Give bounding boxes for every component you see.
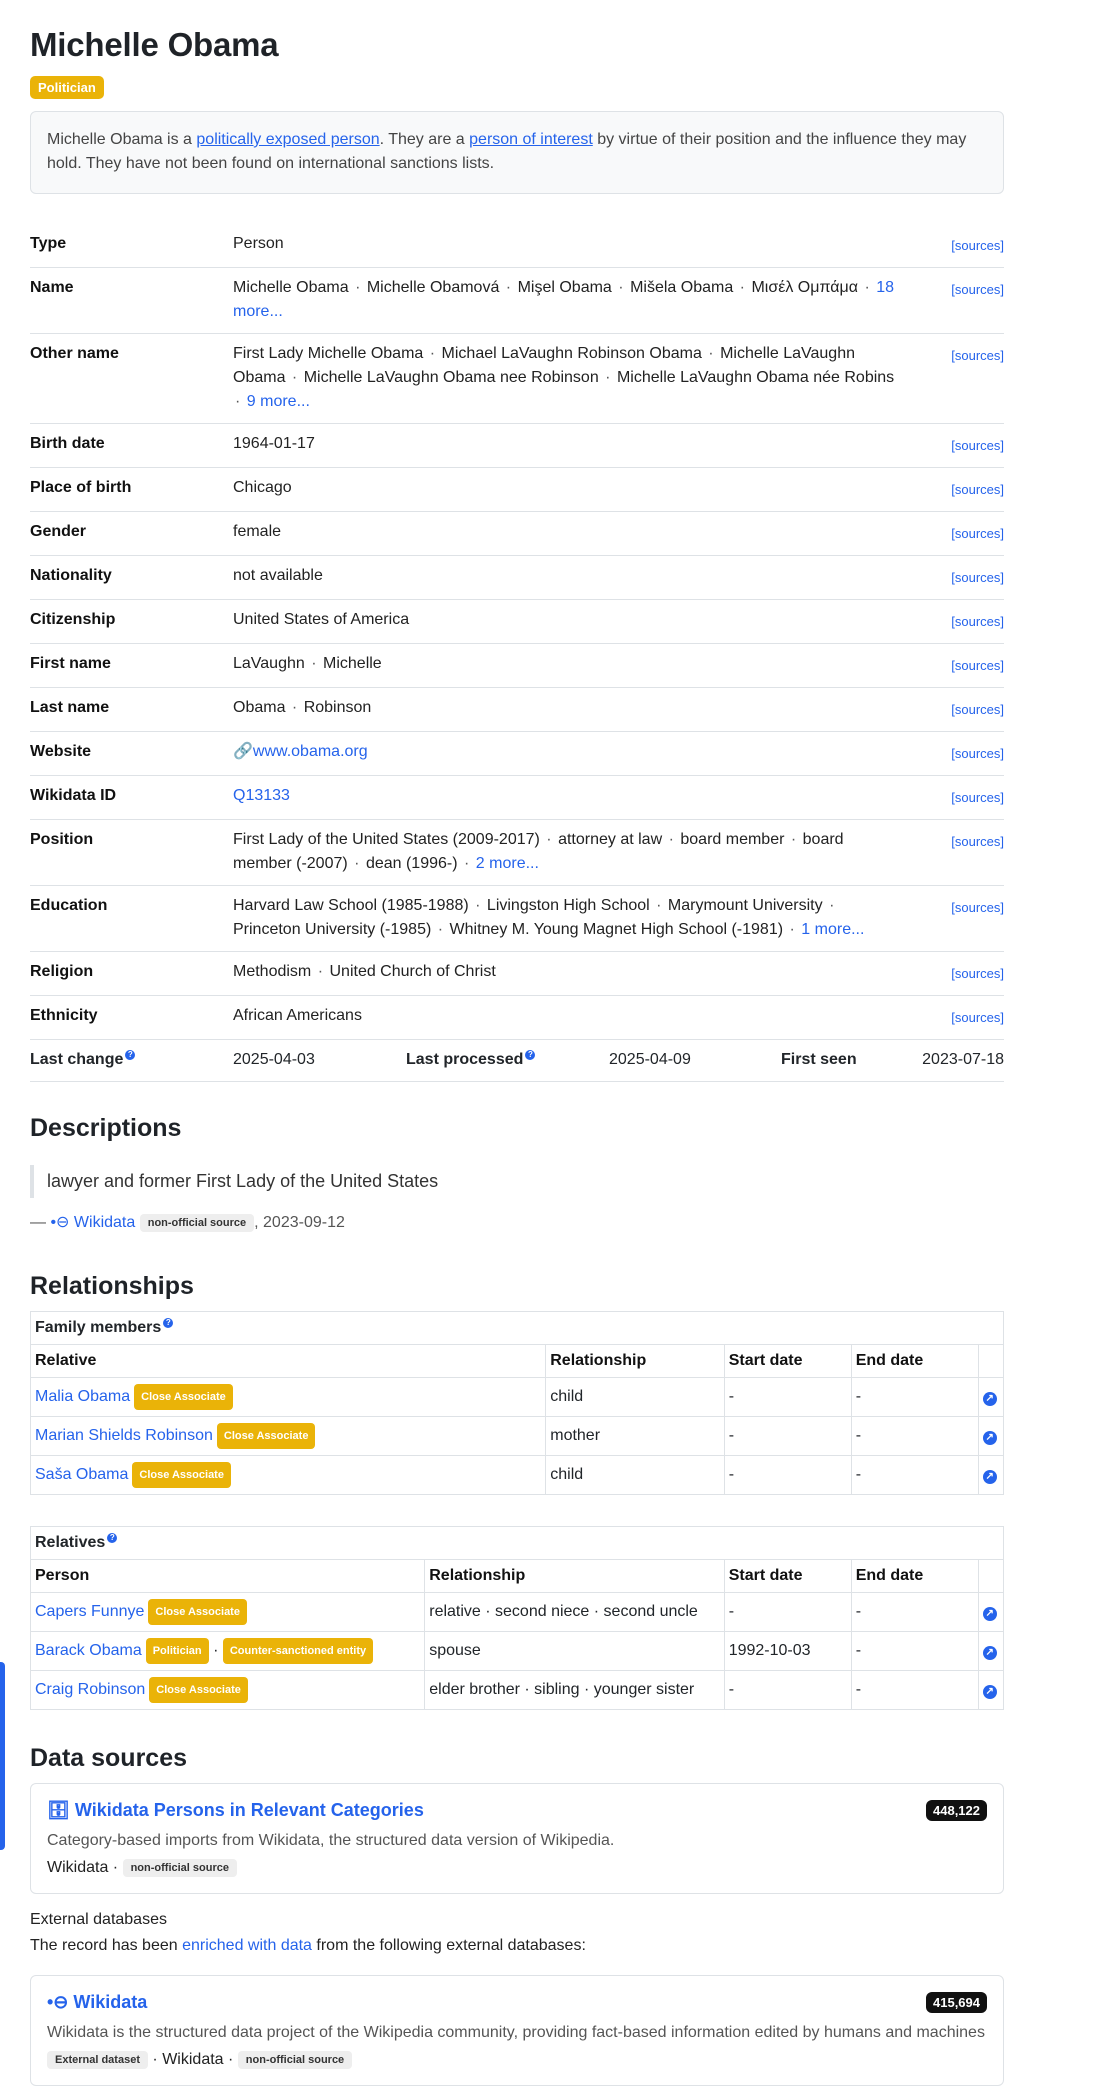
fact-row-ethnicity: Ethnicity African Americans [sources] (30, 996, 1004, 1040)
fact-row-website: Website 🔗www.obama.org [sources] (30, 732, 1004, 776)
sources-link[interactable]: [sources] (951, 238, 1004, 253)
other-name-more-link[interactable]: 9 more... (246, 393, 310, 410)
description-quote: lawyer and former First Lady of the United States (30, 1165, 1004, 1198)
data-sources-heading: Data sources (30, 1744, 188, 1772)
relative-link[interactable]: Malia Obama (35, 1388, 131, 1405)
relative-link[interactable]: Saša Obama (35, 1466, 129, 1483)
fact-row-birth-date: Birth date 1964-01-17 [sources] (30, 424, 1004, 468)
sources-link[interactable]: [sources] (951, 482, 1004, 497)
dataset-count-badge: 448,122 (926, 1800, 987, 1821)
sources-link[interactable]: [sources] (951, 900, 1004, 915)
open-relationship-icon[interactable]: ↗ (983, 1431, 997, 1445)
relationships-section (30, 1272, 1004, 1710)
relative-link[interactable]: Barack Obama (35, 1642, 142, 1659)
poi-link[interactable]: person of interest (469, 131, 593, 148)
descriptions-heading: Descriptions (30, 1114, 182, 1142)
sources-link[interactable]: [sources] (951, 570, 1004, 585)
external-db-card: •⊖ Wikidata 415,694 Wikidata is the structured data project of the Wikipedia community, providing fact-based information edited by humans and machines External dataset · Wikidata · non-official source (30, 1975, 1004, 2086)
table-row: Marian Shields Robinson Close Associate mother - - ↗ (31, 1417, 1004, 1456)
fact-row-gender: Gender female [sources] (30, 512, 1004, 556)
education-more-link[interactable]: 1 more... (801, 921, 865, 938)
table-row: Barack Obama Politician · Counter-sanctioned entity spouse 1992-10-03 - ↗ (31, 1632, 1004, 1671)
help-icon[interactable]: ? (107, 1533, 117, 1543)
descriptions-section (30, 1114, 1004, 1232)
fact-row-citizenship: Citizenship United States of America [sources] (30, 600, 1004, 644)
help-icon[interactable]: ? (163, 1318, 173, 1328)
sources-link[interactable]: [sources] (951, 526, 1004, 541)
open-relationship-icon[interactable]: ↗ (983, 1607, 997, 1621)
entity-page (30, 0, 1004, 2086)
relatives-table: Relatives ? Person Relationship Start date End date Capers Funnye Close Associate relative · second niece · second uncle - - ↗ Barack Obama Politician · Counter-sanctioned entity spouse 1992-10-03 - ↗ Craig Robinson Close Associate elder brother · sibling · younger sister - - ↗ (30, 1526, 1004, 1710)
website-link[interactable]: www.obama.org (252, 743, 368, 760)
relative-link[interactable]: Capers Funnye (35, 1603, 145, 1620)
sources-link[interactable]: [sources] (951, 790, 1004, 805)
sources-link[interactable]: [sources] (951, 966, 1004, 981)
sources-link[interactable]: [sources] (951, 1010, 1004, 1025)
enriched-data-link[interactable]: enriched with data (182, 1937, 312, 1954)
name-more-link[interactable]: 18 more... (233, 279, 895, 320)
open-relationship-icon[interactable]: ↗ (983, 1470, 997, 1484)
fact-row-education: Education Harvard Law School (1985-1988) · Livingston High School · Marymount University · Princeton University (-1985) · Whitney M. Young Magnet High School (-1981) · 1 more... [sources] (30, 886, 1004, 952)
external-databases-text: The record has been enriched with data from the following external databases: (30, 1937, 586, 1954)
help-icon[interactable]: ? (125, 1050, 135, 1060)
table-row: Saša Obama Close Associate child - - ↗ (31, 1456, 1004, 1495)
dataset-link[interactable]: Wikidata Persons in Relevant Categories (74, 1800, 424, 1820)
fact-row-nationality: Nationality not available [sources] (30, 556, 1004, 600)
feedback-side-tab[interactable] (0, 1662, 5, 1850)
topic-badge: Politician (30, 76, 104, 99)
sources-link[interactable]: [sources] (951, 614, 1004, 629)
open-relationship-icon[interactable]: ↗ (983, 1685, 997, 1699)
relative-link[interactable]: Marian Shields Robinson (35, 1427, 213, 1444)
external-databases-heading: External databases (30, 1911, 167, 1928)
sources-link[interactable]: [sources] (951, 438, 1004, 453)
sources-link[interactable]: [sources] (951, 348, 1004, 363)
open-relationship-icon[interactable]: ↗ (983, 1392, 997, 1406)
fact-row-religion: Religion Methodism · United Church of Christ [sources] (30, 952, 1004, 996)
open-relationship-icon[interactable]: ↗ (983, 1646, 997, 1660)
facts-table (30, 224, 1004, 1082)
fact-row-type: Type Person [sources] (30, 224, 1004, 268)
relative-link[interactable]: Craig Robinson (35, 1681, 146, 1698)
fact-row-last-name: Last name Obama · Robinson [sources] (30, 688, 1004, 732)
fact-row-position: Position First Lady of the United States (2009-2017) · attorney at law · board member · board member (-2007) · dean (1996-) · 2 more... [sources] (30, 820, 1004, 886)
fact-row-other-name: Other name First Lady Michelle Obama · Michael LaVaughn Robinson Obama · Michelle LaVaughn Obama · Michelle LaVaughn Obama nee Robinson · Michelle LaVaughn Obama née Robins · 9 more... [sources] (30, 334, 1004, 424)
non-official-chip: non-official source (140, 1214, 254, 1232)
sources-link[interactable]: [sources] (951, 702, 1004, 717)
wikidata-source-link[interactable]: Wikidata (73, 1214, 136, 1231)
table-row: Capers Funnye Close Associate relative · second niece · second uncle - - ↗ (31, 1593, 1004, 1632)
external-db-link[interactable]: Wikidata (73, 1992, 148, 2012)
family-members-table: Family members ? Relative Relationship Start date End date Malia Obama Close Associate child - - ↗ Marian Shields Robinson Close Associate mother - - ↗ Saša Obama Close Associate child - - ↗ (30, 1311, 1004, 1495)
sources-link[interactable]: [sources] (951, 658, 1004, 673)
sources-link[interactable]: [sources] (951, 746, 1004, 761)
fact-row-name: Name Michelle Obama · Michelle Obamová · Mişel Obama · Mišela Obama · Μισέλ Ομπάμα · 18 more... [sources] (30, 268, 1004, 334)
sources-link[interactable]: [sources] (951, 834, 1004, 849)
entity-summary: Michelle Obama is a politically exposed person. They are a person of interest by virtue of their position and the influence they may hold. They have not been found on international sanctions lists. (30, 111, 1004, 194)
dataset-card: 🗄 Wikidata Persons in Relevant Categories 448,122 Category-based imports from Wikidata, the structured data version of Wikipedia. Wikidata · non-official source (30, 1783, 1004, 1894)
sources-link[interactable]: [sources] (951, 282, 1004, 297)
fact-row-timestamps: Last change ? 2025-04-03 Last processed ? 2025-04-09 First seen 2023-07-18 (30, 1040, 1004, 1082)
data-sources-section (30, 1744, 1004, 2086)
pep-link[interactable]: politically exposed person (196, 131, 380, 148)
link-icon: 🔗 (233, 743, 253, 760)
database-icon: 🗄 (47, 1800, 70, 1820)
wikidata-id-link[interactable]: Q13133 (233, 787, 290, 804)
relationships-heading: Relationships (30, 1272, 194, 1300)
page-title: Michelle Obama (30, 26, 279, 63)
wikidata-icon: •⊖ (47, 1992, 69, 2012)
table-row: Malia Obama Close Associate child - - ↗ (31, 1378, 1004, 1417)
wikidata-icon: •⊖ (50, 1214, 70, 1231)
description-citation: — •⊖ Wikidata non-official source , 2023-09-12 (30, 1214, 345, 1231)
position-more-link[interactable]: 2 more... (475, 855, 539, 872)
external-count-badge: 415,694 (926, 1992, 987, 2013)
fact-row-wikidata-id: Wikidata ID Q13133 [sources] (30, 776, 1004, 820)
table-row: Craig Robinson Close Associate elder brother · sibling · younger sister - - ↗ (31, 1671, 1004, 1710)
fact-row-place-of-birth: Place of birth Chicago [sources] (30, 468, 1004, 512)
help-icon[interactable]: ? (525, 1050, 535, 1060)
fact-row-first-name: First name LaVaughn · Michelle [sources] (30, 644, 1004, 688)
